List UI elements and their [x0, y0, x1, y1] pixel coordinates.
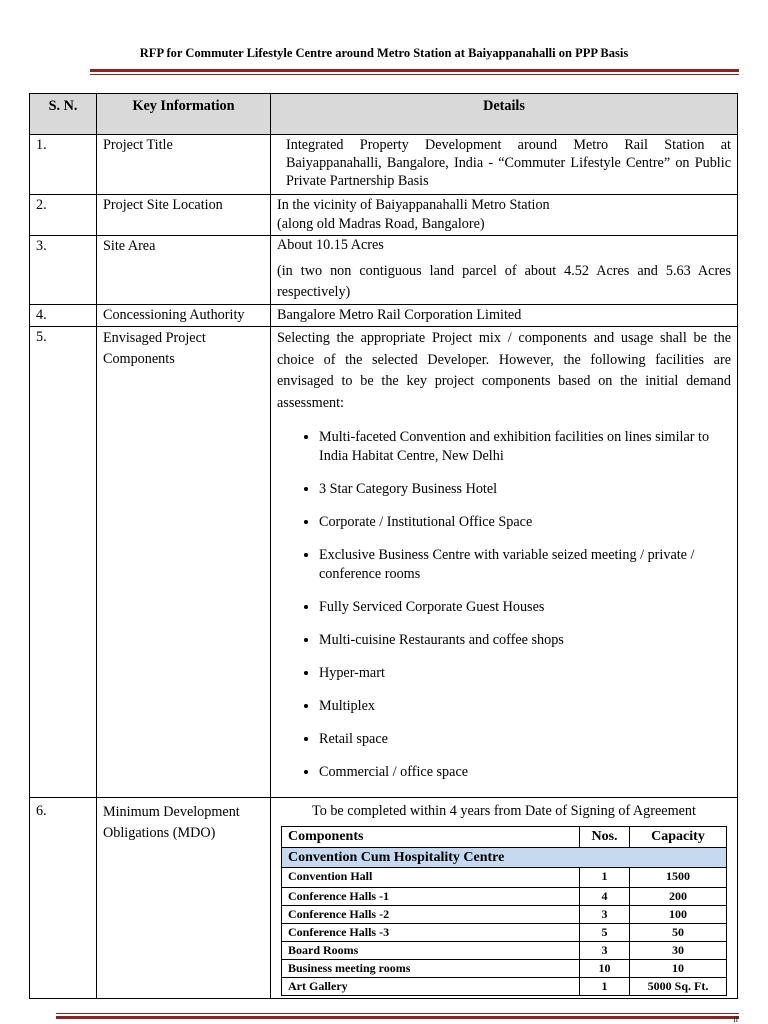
row-key: Project Site Location: [97, 195, 271, 236]
row-details: [271, 798, 738, 999]
mdo-nos: 1: [580, 978, 630, 996]
table-header-row: [30, 94, 738, 135]
mdo-nos: 10: [580, 960, 630, 978]
row-key: Site Area: [97, 236, 271, 305]
mdo-component: Art Gallery: [282, 978, 580, 996]
row-key: Project Title: [97, 135, 271, 195]
footer-rule-thin: [56, 1013, 739, 1014]
list-item: • 3 Star Category Business Hotel: [319, 480, 731, 499]
mdo-component: Business meeting rooms: [282, 960, 580, 978]
details-line: (along old Madras Road, Bangalore): [277, 216, 485, 232]
mdo-capacity: 10: [630, 960, 727, 978]
mdo-capacity: 100: [630, 906, 727, 924]
mdo-nos: 3: [580, 906, 630, 924]
table-row: [282, 942, 727, 960]
list-item: • Multiplex: [319, 697, 731, 716]
mdo-col-capacity: Capacity: [630, 827, 727, 848]
table-row: [30, 327, 738, 798]
row-number: 1.: [30, 135, 97, 195]
list-item: • Multi-cuisine Restaurants and coffee shops: [319, 631, 731, 650]
mdo-component: Convention Hall: [282, 868, 580, 888]
rfp-key-information-table: [29, 93, 738, 999]
table-row: [282, 960, 727, 978]
details-line: In the vicinity of Baiyappanahalli Metro Station: [277, 197, 550, 213]
row-details: Integrated Property Development around Metro Rail Station at Baiyappanahalli, Bangalore, India - “Commuter Lifestyle Centre” on Public Private Partnership Basis: [271, 135, 738, 195]
table-row: [30, 195, 738, 236]
list-item: • Hyper-mart: [319, 664, 731, 683]
mdo-capacity: 200: [630, 888, 727, 906]
table-row: [30, 236, 738, 305]
mdo-section-title: Convention Cum Hospitality Centre: [282, 848, 727, 868]
row-number: 3.: [30, 236, 97, 305]
row-key: Concessioning Authority: [97, 305, 271, 327]
mdo-nos: 3: [580, 942, 630, 960]
table-row: [282, 978, 727, 996]
mdo-section-row: [282, 848, 727, 868]
table-row: [282, 924, 727, 942]
mdo-nos: 1: [580, 868, 630, 888]
page-number: ii: [733, 1015, 738, 1024]
table-row: [282, 888, 727, 906]
mdo-capacity: 50: [630, 924, 727, 942]
mdo-component: Conference Halls -2: [282, 906, 580, 924]
details-line: (in two non contiguous land parcel of about 4.52 Acres and 5.63 Acres respectively): [277, 263, 731, 300]
col-sn: S. N.: [30, 94, 97, 135]
table-row: [282, 906, 727, 924]
mdo-nos: 4: [580, 888, 630, 906]
table-row: [30, 135, 738, 195]
footer-rule: [56, 1016, 739, 1019]
mdo-component: Conference Halls -3: [282, 924, 580, 942]
row-details: [271, 236, 738, 305]
row-number: 5.: [30, 327, 97, 798]
row-key: Minimum Development Obligations (MDO): [97, 798, 271, 999]
list-item: • Multi-faceted Convention and exhibition facilities on lines similar to India Habitat Centre, New Delhi: [319, 428, 731, 466]
mdo-capacity: 30: [630, 942, 727, 960]
table-row: [282, 868, 727, 888]
row-number: 4.: [30, 305, 97, 327]
list-item: • Commercial / office space: [319, 763, 731, 782]
mdo-col-nos: Nos.: [580, 827, 630, 848]
col-key-information: Key Information: [97, 94, 271, 135]
col-details: Details: [271, 94, 738, 135]
mdo-capacity: 5000 Sq. Ft.: [630, 978, 727, 996]
list-item: • Exclusive Business Centre with variable seized meeting / private / conference rooms: [319, 546, 731, 584]
details-paragraph: Selecting the appropriate Project mix / components and usage shall be the choice of the selected Developer. However, the following facilities are envisaged to be the key project components based on the initial demand assessment:: [277, 330, 731, 411]
mdo-component: Board Rooms: [282, 942, 580, 960]
table-row: [30, 305, 738, 327]
mdo-nos: 5: [580, 924, 630, 942]
mdo-intro: To be completed within 4 years from Date of Signing of Agreement: [312, 803, 696, 819]
row-number: 6.: [30, 798, 97, 999]
list-item: • Corporate / Institutional Office Space: [319, 513, 731, 532]
mdo-components-table: [281, 826, 727, 996]
mdo-component: Conference Halls -1: [282, 888, 580, 906]
row-details: Bangalore Metro Rail Corporation Limited: [271, 305, 738, 327]
list-item: • Retail space: [319, 730, 731, 749]
row-key: Envisaged Project Components: [97, 327, 271, 798]
details-line: About 10.15 Acres: [277, 237, 384, 253]
row-details: [271, 195, 738, 236]
components-list: [277, 428, 731, 782]
mdo-header-row: [282, 827, 727, 848]
mdo-col-components: Components: [282, 827, 580, 848]
document-header: RFP for Commuter Lifestyle Centre around Metro Station at Baiyappanahalli on PPP Basis: [139, 46, 629, 60]
row-number: 2.: [30, 195, 97, 236]
header-rule-thin: [90, 74, 739, 75]
table-row: [30, 798, 738, 999]
header-rule: [90, 69, 739, 72]
row-details: [271, 327, 738, 798]
mdo-capacity: 1500: [630, 868, 727, 888]
list-item: • Fully Serviced Corporate Guest Houses: [319, 598, 731, 617]
